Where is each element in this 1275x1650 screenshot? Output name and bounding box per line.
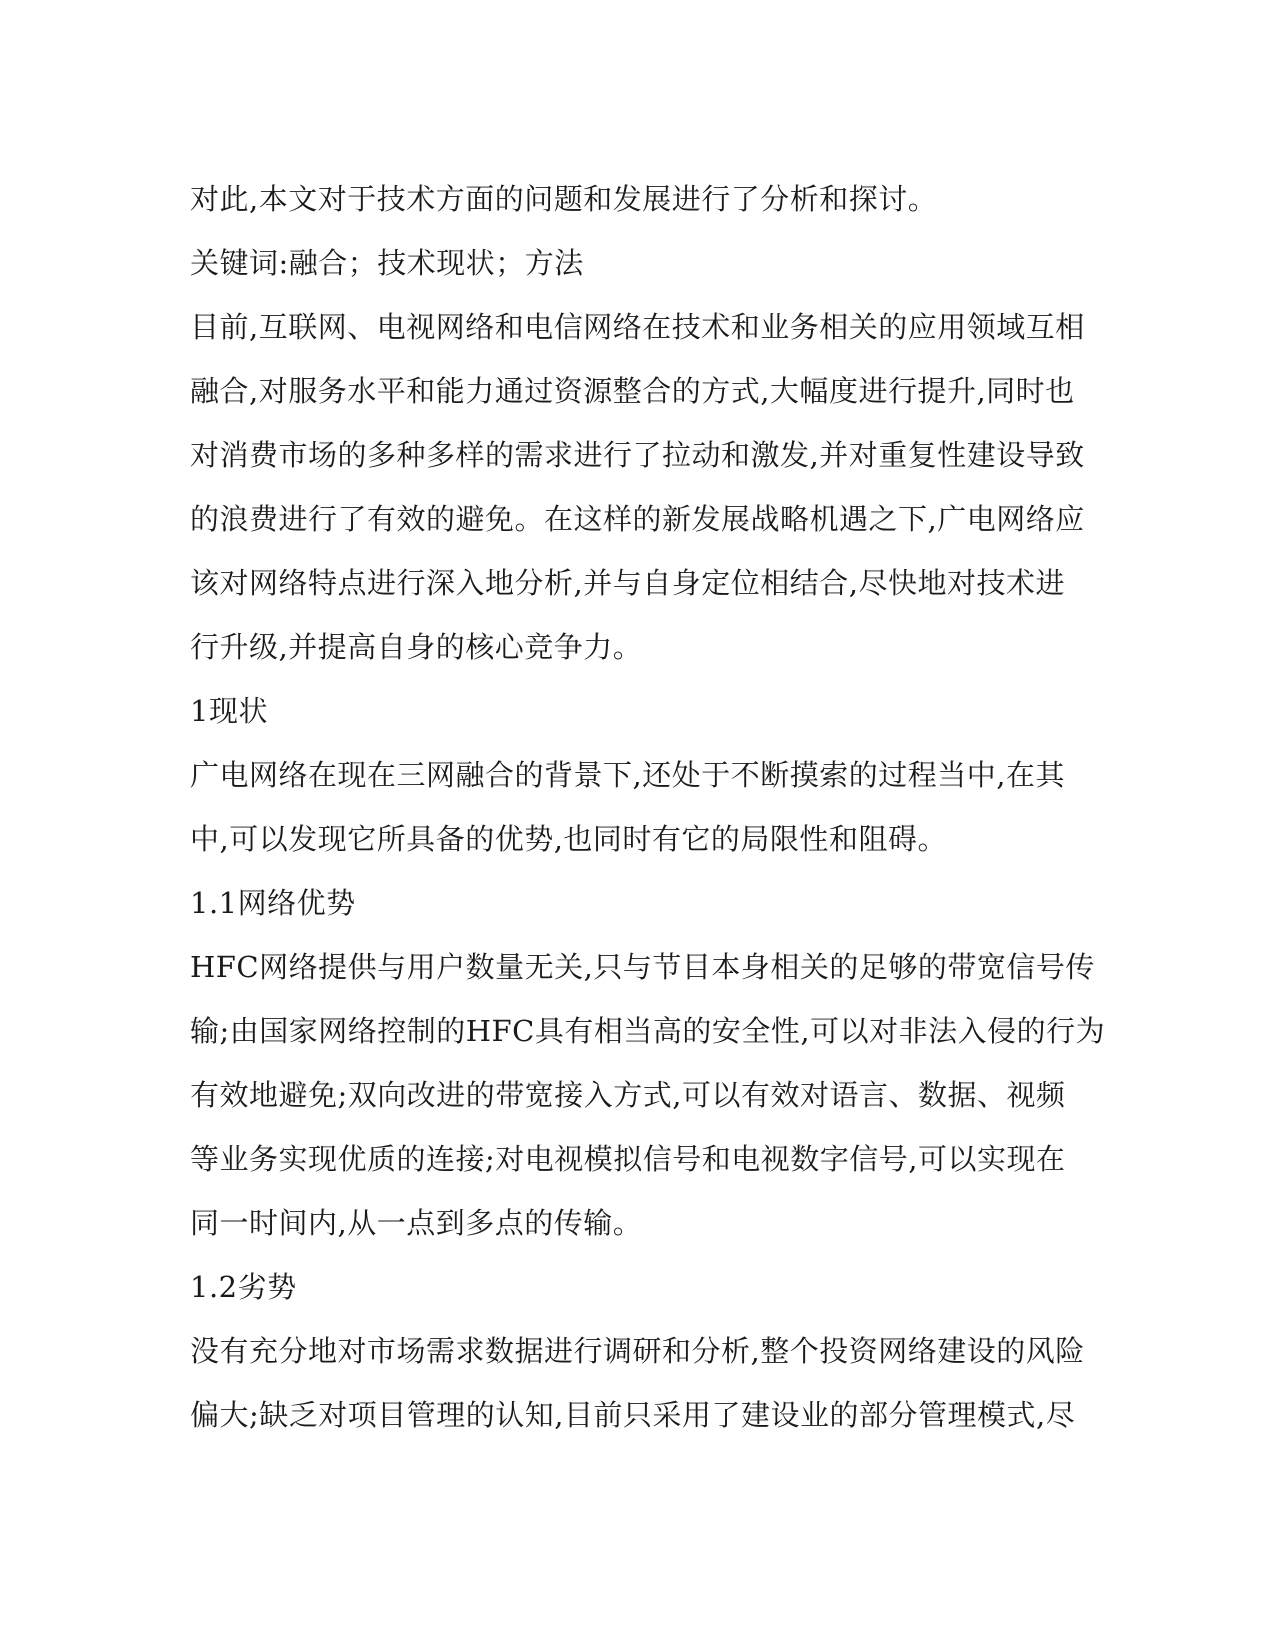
document-body (190, 167, 1106, 1447)
abstract-line: 对此,本文对于技术方面的问题和发展进行了分析和探讨。 (190, 182, 938, 216)
paragraph-line: 融合,对服务水平和能力通过资源整合的方式,大幅度进行提升,同时也 (190, 374, 1075, 408)
subsection-heading: 1.2劣势 (190, 1270, 297, 1304)
paragraph-line: 中,可以发现它所具备的优势,也同时有它的局限性和阻碍。 (190, 822, 947, 856)
paragraph-line: 没有充分地对市场需求数据进行调研和分析,整个投资网络建设的风险 (190, 1334, 1085, 1368)
keywords-line: 关键词:融合；技术现状；方法 (190, 246, 584, 280)
paragraph-line: 该对网络特点进行深入地分析,并与自身定位相结合,尽快地对技术进 (190, 566, 1065, 600)
paragraph-line: 对消费市场的多种多样的需求进行了拉动和激发,并对重复性建设导致 (190, 438, 1085, 472)
paragraph-line: 输;由国家网络控制的HFC具有相当高的安全性,可以对非法入侵的行为 (190, 1014, 1106, 1048)
paragraph-line: 等业务实现优质的连接;对电视模拟信号和电视数字信号,可以实现在 (190, 1142, 1066, 1176)
paragraph-line: 的浪费进行了有效的避免。在这样的新发展战略机遇之下,广电网络应 (190, 502, 1085, 536)
paragraph-line: 行升级,并提高自身的核心竞争力。 (190, 630, 643, 664)
paragraph-line: 目前,互联网、电视网络和电信网络在技术和业务相关的应用领域互相 (190, 310, 1085, 344)
subsection-heading: 1.1网络优势 (190, 886, 356, 920)
paragraph-line: 偏大;缺乏对项目管理的认知,目前只采用了建设业的部分管理模式,尽 (190, 1398, 1076, 1432)
paragraph-line: 广电网络在现在三网融合的背景下,还处于不断摸索的过程当中,在其 (190, 758, 1065, 792)
section-heading: 1现状 (190, 694, 268, 728)
paragraph-line: HFC网络提供与用户数量无关,只与节目本身相关的足够的带宽信号传 (190, 950, 1095, 984)
paragraph-line: 有效地避免;双向改进的带宽接入方式,可以有效对语言、数据、视频 (190, 1078, 1066, 1112)
paragraph-line: 同一时间内,从一点到多点的传输。 (190, 1206, 643, 1240)
